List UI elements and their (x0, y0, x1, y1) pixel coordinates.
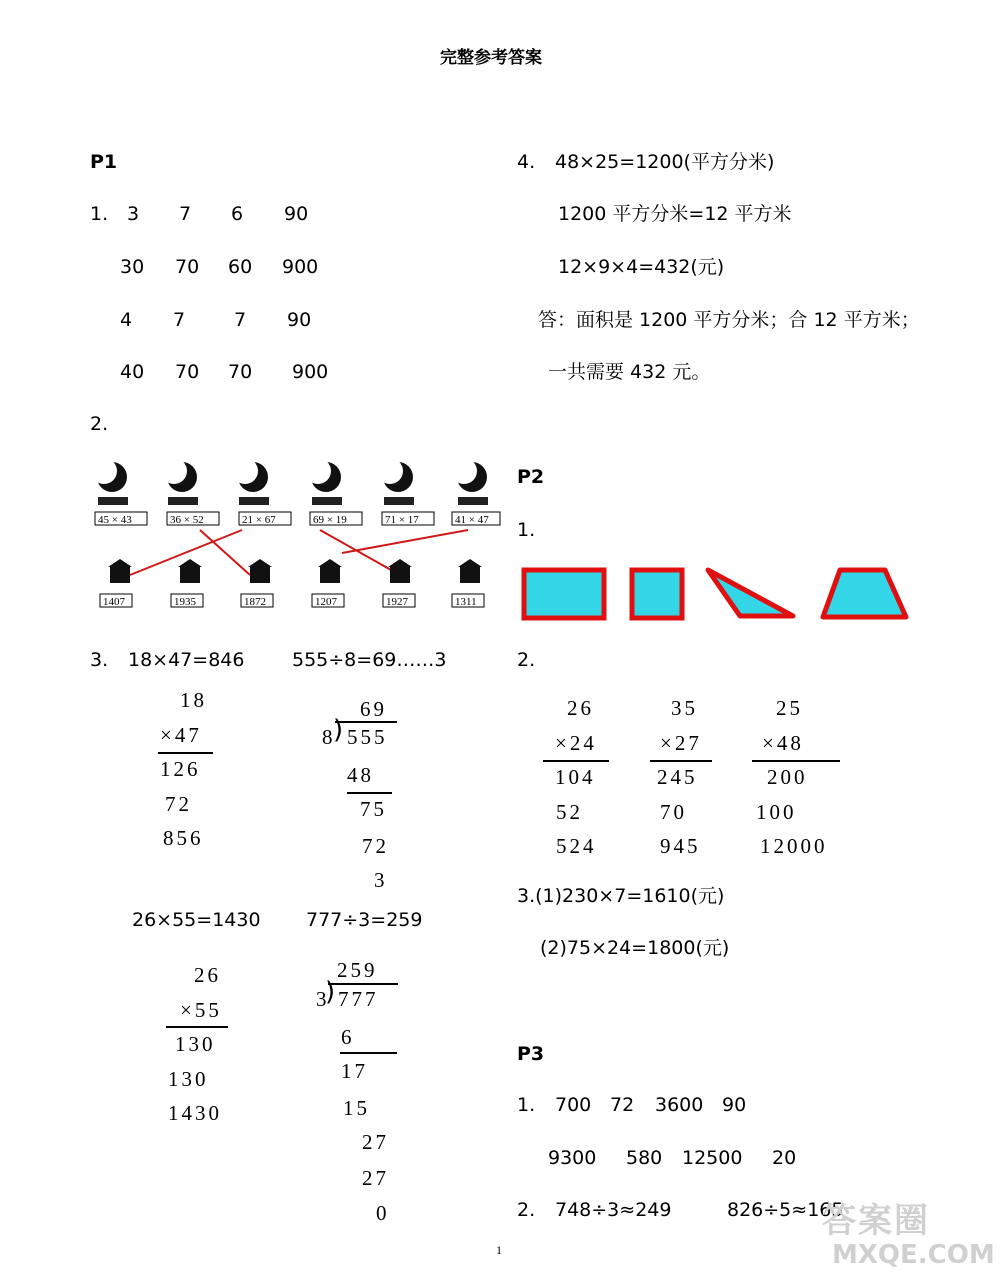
section-p3: P3 (517, 1043, 545, 1065)
match-bottom-3: 1872 (244, 596, 266, 608)
calc-line: 100 (756, 800, 797, 824)
calc-rule (650, 760, 712, 762)
q1-cell: 90 (284, 203, 309, 225)
calc-line: 26 (567, 696, 594, 720)
division-step: 3 (374, 868, 388, 892)
calc-rule (752, 760, 840, 762)
q1-cell: 70 (228, 361, 253, 383)
q1-cell: 30 (120, 256, 145, 278)
q4-line: 1200 平方分米=12 平方米 (558, 203, 792, 225)
division-quotient: 259 (337, 958, 378, 982)
match-bottom-1: 1407 (103, 596, 125, 608)
division-bar (335, 721, 397, 723)
q1-cell: 90 (287, 309, 312, 331)
q1-cell: 70 (175, 256, 200, 278)
house-icon-4 (318, 559, 342, 583)
calc-rule (340, 1052, 397, 1054)
calc-rule (347, 792, 392, 794)
q1-cell: 4 (120, 309, 133, 331)
match-bottom-6: 1311 (455, 596, 477, 608)
division-step: 48 (347, 763, 374, 787)
p3-q1-label: 1. (517, 1094, 536, 1116)
calc-line: 25 (776, 696, 803, 720)
calc-rule (543, 760, 609, 762)
calc-line: 12000 (760, 834, 828, 858)
p3-q1-cell: 90 (722, 1094, 747, 1116)
calc-line: 245 (657, 765, 698, 789)
calc-line: 130 (168, 1067, 209, 1091)
moon-icon-1 (91, 458, 128, 505)
division-bracket: ) (325, 977, 336, 1007)
house-icon-1 (108, 559, 132, 583)
q1-cell: 7 (173, 309, 186, 331)
p2-q3-line: (2)75×24=1800(元) (540, 937, 730, 959)
calc-line: ×48 (762, 731, 804, 755)
division-dividend: 777 (338, 987, 379, 1011)
q1-cell: 6 (231, 203, 244, 225)
p3-q1-cell: 3600 (655, 1094, 704, 1116)
calc-line: ×55 (180, 998, 222, 1022)
q1-cell: 900 (292, 361, 329, 383)
p3-q1-cell: 9300 (548, 1147, 597, 1169)
calc-line: 70 (660, 800, 687, 824)
calc-line: 18 (180, 688, 207, 712)
q4-answer: 一共需要 432 元。 (548, 361, 711, 383)
p2-q3-line: 3.(1)230×7=1610(元) (517, 885, 725, 907)
equation: 26×55=1430 (132, 909, 261, 931)
calc-line: 856 (163, 826, 204, 850)
q1-cell: 70 (175, 361, 200, 383)
p3-q1-cell: 72 (610, 1094, 635, 1116)
equation: 826÷5≈165 (727, 1199, 844, 1221)
shapes-figure (518, 562, 913, 624)
p3-q2-label: 2. (517, 1199, 536, 1221)
division-step: 72 (362, 834, 389, 858)
calc-rule (158, 752, 213, 754)
equation: 748÷3≈249 (555, 1199, 672, 1221)
section-p1: P1 (90, 151, 118, 173)
watermark-url: MXQE.COM (832, 1240, 995, 1270)
equation: 18×47=846 (128, 649, 245, 671)
division-dividend: 555 (347, 725, 388, 749)
calc-line: 72 (165, 792, 192, 816)
calc-line: 524 (556, 834, 597, 858)
matching-figure (90, 455, 510, 615)
equation: 777÷3=259 (306, 909, 423, 931)
equation: 555÷8=69……3 (292, 649, 447, 671)
calc-line: 130 (175, 1032, 216, 1056)
calc-line: ×24 (555, 731, 597, 755)
square-shape (632, 570, 682, 618)
calc-line: 26 (194, 963, 221, 987)
trapezoid-shape (823, 570, 906, 617)
division-divisor: 8 (322, 725, 336, 749)
division-step: 75 (360, 797, 387, 821)
q1-cell: 7 (179, 203, 192, 225)
q1-cell: 3 (127, 203, 140, 225)
division-bar (328, 983, 398, 985)
calc-line: ×47 (160, 723, 202, 747)
triangle-shape (708, 570, 793, 616)
match-top-1: 45 × 43 (98, 514, 132, 526)
house-icon-5 (388, 559, 412, 583)
division-step: 17 (341, 1059, 368, 1083)
p2-q2-label: 2. (517, 649, 536, 671)
q4-answer: 答：面积是 1200 平方分米；合 12 平方米； (538, 309, 920, 331)
page-title: 完整参考答案 (440, 48, 542, 68)
match-top-3: 21 × 67 (242, 514, 276, 526)
calc-line: 52 (556, 800, 583, 824)
division-step: 27 (362, 1130, 389, 1154)
page-number: 1 (496, 1243, 502, 1257)
q1-label: 1. (90, 203, 109, 225)
moon-icon-2 (161, 458, 198, 505)
q1-cell: 7 (234, 309, 247, 331)
calc-line: 35 (671, 696, 698, 720)
q1-cell: 60 (228, 256, 253, 278)
match-bottom-4: 1207 (315, 596, 337, 608)
house-icon-2 (178, 559, 202, 583)
match-top-6: 41 × 47 (455, 514, 489, 526)
p3-q1-cell: 580 (626, 1147, 663, 1169)
moon-icon-4 (305, 458, 342, 505)
division-step: 27 (362, 1166, 389, 1190)
division-bracket: ) (333, 715, 344, 745)
house-icon-6 (458, 559, 482, 583)
calc-line: 104 (555, 765, 596, 789)
section-p2: P2 (517, 466, 545, 488)
q4-line: 12×9×4=432(元) (558, 256, 725, 278)
division-step: 0 (376, 1201, 390, 1225)
match-top-4: 69 × 19 (313, 514, 347, 526)
calc-line: 126 (160, 757, 201, 781)
division-quotient: 69 (360, 697, 387, 721)
q4-line: 48×25=1200(平方分米) (555, 151, 775, 173)
q3-label: 3. (90, 649, 109, 671)
match-top-2: 36 × 52 (170, 514, 204, 526)
q1-cell: 40 (120, 361, 145, 383)
rectangle-shape (524, 570, 604, 618)
calc-line: ×27 (660, 731, 702, 755)
moon-icon-5 (377, 458, 414, 505)
calc-rule (166, 1026, 228, 1028)
p3-q1-cell: 20 (772, 1147, 797, 1169)
match-top-5: 71 × 17 (385, 514, 419, 526)
p3-q1-cell: 700 (555, 1094, 592, 1116)
q2-label: 2. (90, 413, 109, 435)
calc-line: 945 (660, 834, 701, 858)
calc-line: 1430 (168, 1101, 222, 1125)
q4-label: 4. (517, 151, 536, 173)
calc-line: 200 (767, 765, 808, 789)
match-bottom-2: 1935 (174, 596, 196, 608)
moon-icon-6 (451, 458, 488, 505)
moon-icon-3 (232, 458, 269, 505)
division-step: 6 (341, 1025, 355, 1049)
q1-cell: 900 (282, 256, 319, 278)
match-bottom-5: 1927 (386, 596, 408, 608)
watermark-logo: 答案圈 (822, 1201, 930, 1241)
house-icon-3 (248, 559, 272, 583)
division-step: 15 (343, 1096, 370, 1120)
division-divisor: 3 (316, 987, 330, 1011)
p2-q1-label: 1. (517, 519, 536, 541)
p3-q1-cell: 12500 (682, 1147, 743, 1169)
